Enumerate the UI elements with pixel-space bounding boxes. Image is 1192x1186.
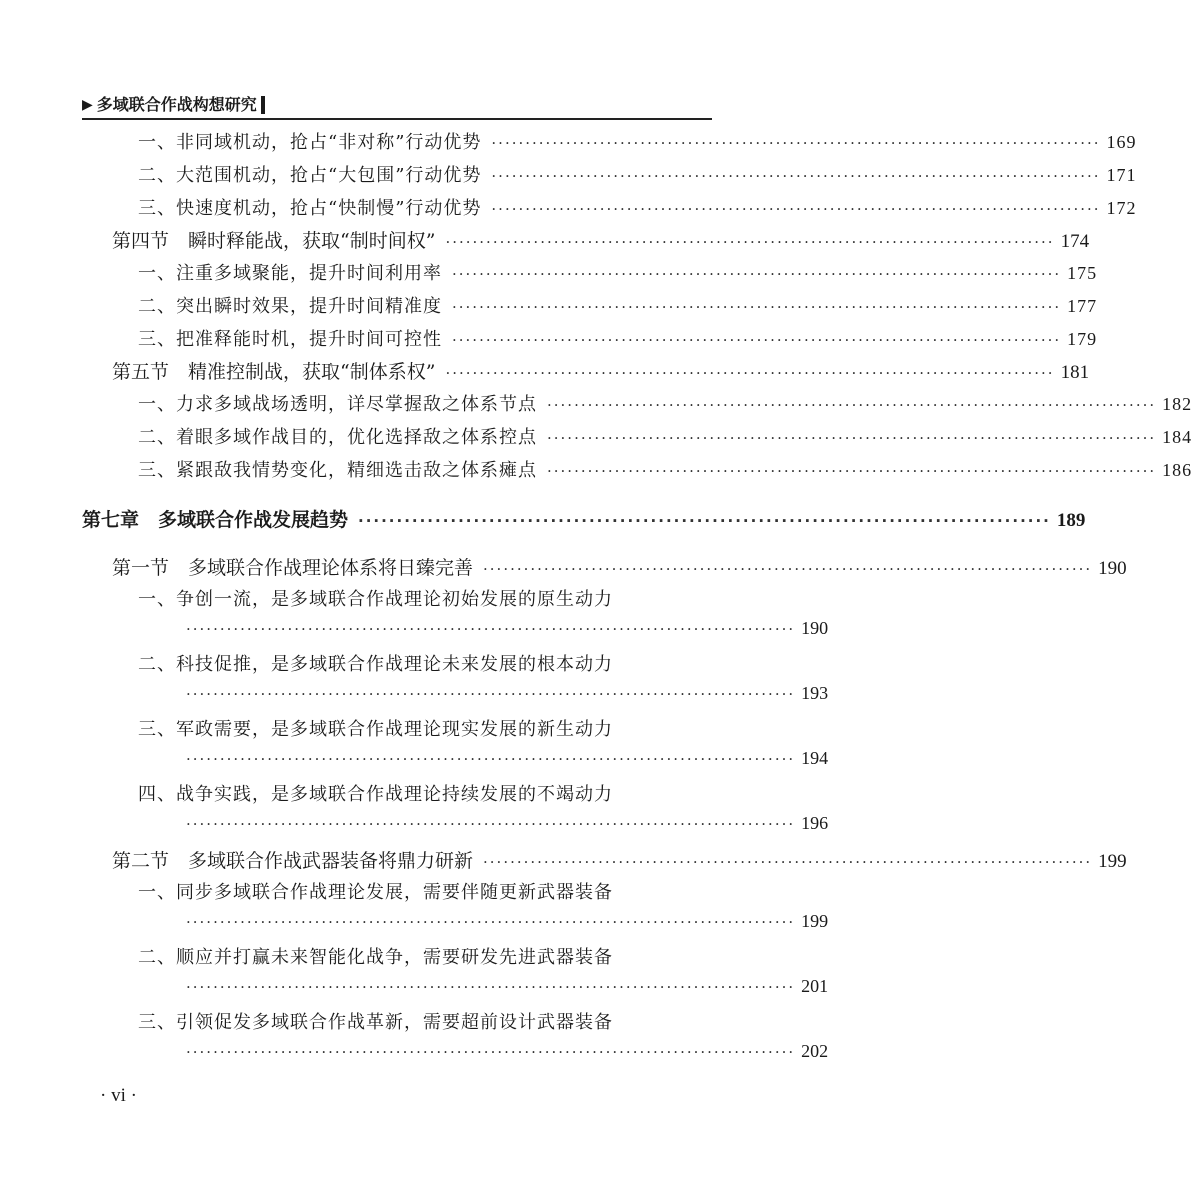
toc-entry-page: 193 bbox=[801, 683, 829, 703]
dot-leader: ·························································································· bbox=[452, 298, 1062, 316]
toc-entry-title[interactable]: 三、军政需要，是多域联合作战理论现实发展的新生动力 bbox=[138, 719, 613, 740]
toc-section[interactable] bbox=[112, 226, 1090, 253]
dot-leader: ·························································································· bbox=[452, 265, 1062, 283]
toc-entry-page: 202 bbox=[801, 1041, 829, 1061]
toc-entry-page: 199 bbox=[801, 911, 829, 931]
toc-entry-page: 169 bbox=[1106, 132, 1137, 152]
toc-entry-continuation bbox=[186, 618, 829, 639]
toc-entry-title: 二、大范围机动，抢占“大包围”行动优势 bbox=[138, 165, 482, 186]
toc-entry[interactable] bbox=[138, 194, 1137, 220]
toc-entry-title[interactable]: 二、顺应并打赢未来智能化战争，需要研发先进武器装备 bbox=[138, 947, 613, 968]
toc-entry-continuation bbox=[186, 976, 829, 997]
toc-entry-title[interactable]: 一、争创一流，是多域联合作战理论初始发展的原生动力 bbox=[138, 589, 613, 610]
dot-leader: ·························································································· bbox=[491, 167, 1101, 185]
toc-entry-page: 196 bbox=[801, 813, 829, 833]
toc-entry-page: 171 bbox=[1106, 165, 1137, 185]
toc-section-page: 190 bbox=[1098, 558, 1127, 579]
dot-leader: ·························································································· bbox=[186, 620, 796, 638]
header-title: 多域联合作战构想研究 bbox=[96, 95, 257, 114]
toc-entry-page: 182 bbox=[1162, 394, 1192, 414]
toc-section[interactable] bbox=[112, 846, 1127, 873]
toc-entry-page: 190 bbox=[801, 618, 829, 638]
toc-entry-title: 一、力求多域战场透明，详尽掌握敌之体系节点 bbox=[138, 394, 537, 415]
toc-entry[interactable] bbox=[138, 292, 1098, 318]
toc-entry[interactable] bbox=[138, 390, 1192, 416]
toc-section-page: 181 bbox=[1060, 362, 1090, 383]
toc-section-title: 第四节 瞬时释能战，获取“制时间权” bbox=[112, 230, 436, 252]
toc-entry-continuation bbox=[186, 813, 829, 834]
toc-section[interactable] bbox=[112, 553, 1127, 580]
toc-entry-title: 一、非同域机动，抢占“非对称”行动优势 bbox=[138, 132, 482, 153]
toc-entry[interactable] bbox=[138, 325, 1098, 351]
toc-entry-page: 172 bbox=[1106, 198, 1137, 218]
toc-entry-title: 三、紧跟敌我情势变化，精细选击敌之体系瘫点 bbox=[138, 460, 537, 481]
toc-entry-title: 三、把准释能时机，提升时间可控性 bbox=[138, 329, 442, 350]
toc-entry-title: 三、快速度机动，抢占“快制慢”行动优势 bbox=[138, 198, 482, 219]
dot-leader: ·························································································· bbox=[186, 978, 796, 996]
toc-entry-continuation bbox=[186, 748, 829, 769]
toc-entry-title: 一、注重多域聚能，提升时间利用率 bbox=[138, 263, 442, 284]
toc-chapter-page: 189 bbox=[1056, 510, 1086, 531]
toc-section-title: 第一节 多域联合作战理论体系将日臻完善 bbox=[112, 557, 474, 579]
toc-entry[interactable] bbox=[138, 259, 1098, 285]
toc-entry-page: 186 bbox=[1162, 460, 1192, 480]
toc-entry[interactable] bbox=[138, 161, 1137, 187]
dot-leader: ·························································································· bbox=[547, 462, 1157, 480]
toc-entry[interactable] bbox=[138, 456, 1192, 482]
dot-leader: ·························································································· bbox=[491, 134, 1101, 152]
toc-entry-title[interactable]: 二、科技促推，是多域联合作战理论未来发展的根本动力 bbox=[138, 654, 613, 675]
toc-section-page: 174 bbox=[1060, 231, 1090, 252]
header-bar-icon bbox=[261, 96, 265, 114]
toc-section-title: 第五节 精准控制战，获取“制体系权” bbox=[112, 361, 436, 383]
toc-entry[interactable] bbox=[138, 128, 1137, 154]
triangle-marker-icon: ▶ bbox=[82, 97, 93, 113]
toc-section[interactable] bbox=[112, 357, 1090, 384]
dot-leader: ·························································································· bbox=[445, 364, 1055, 382]
toc-entry-title[interactable]: 一、同步多域联合作战理论发展，需要伴随更新武器装备 bbox=[138, 882, 613, 903]
dot-leader: ·························································································· bbox=[491, 200, 1101, 218]
dot-leader: ·························································································· bbox=[445, 233, 1055, 251]
dot-leader: ·························································································· bbox=[483, 560, 1093, 578]
toc-entry-title: 二、着眼多域作战目的，优化选择敌之体系控点 bbox=[138, 427, 537, 448]
toc-entry-title[interactable]: 四、战争实践，是多域联合作战理论持续发展的不竭动力 bbox=[138, 784, 613, 805]
toc-entry-continuation bbox=[186, 911, 829, 932]
toc-section-page: 199 bbox=[1098, 851, 1127, 872]
dot-leader: ·························································································· bbox=[186, 685, 796, 703]
toc-entry-page: 201 bbox=[801, 976, 829, 996]
toc-entry-page: 175 bbox=[1067, 263, 1098, 283]
toc-entry-title[interactable]: 三、引领促发多域联合作战革新，需要超前设计武器装备 bbox=[138, 1012, 613, 1033]
toc-entry-page: 184 bbox=[1162, 427, 1192, 447]
page-folio: · vi · bbox=[100, 1085, 137, 1106]
dot-leader: ·························································································· bbox=[547, 396, 1157, 414]
toc-entry-page: 179 bbox=[1067, 329, 1098, 349]
dot-leader: ·························································································· bbox=[186, 815, 796, 833]
dot-leader: ·························································································· bbox=[186, 750, 796, 768]
toc-entry-title: 二、突出瞬时效果，提升时间精准度 bbox=[138, 296, 442, 317]
dot-leader: ·························································································· bbox=[186, 1043, 796, 1061]
running-header bbox=[82, 92, 712, 120]
dot-leader: ·························································································· bbox=[547, 429, 1157, 447]
toc-entry-page: 194 bbox=[801, 748, 829, 768]
dot-leader: ·························································································· bbox=[452, 331, 1062, 349]
toc-entry-continuation bbox=[186, 1041, 829, 1062]
dot-leader: ·························································································· bbox=[483, 853, 1093, 871]
toc-entry-continuation bbox=[186, 683, 829, 704]
dot-leader: ·························································································· bbox=[186, 913, 796, 931]
toc-chapter[interactable] bbox=[82, 505, 1086, 532]
toc-entry[interactable] bbox=[138, 423, 1192, 449]
toc-chapter-title: 第七章 多域联合作战发展趋势 bbox=[82, 509, 349, 531]
dot-leader: ·························································································· bbox=[358, 512, 1051, 530]
toc-entry-page: 177 bbox=[1067, 296, 1098, 316]
toc-section-title: 第二节 多域联合作战武器装备将鼎力研新 bbox=[112, 850, 474, 872]
